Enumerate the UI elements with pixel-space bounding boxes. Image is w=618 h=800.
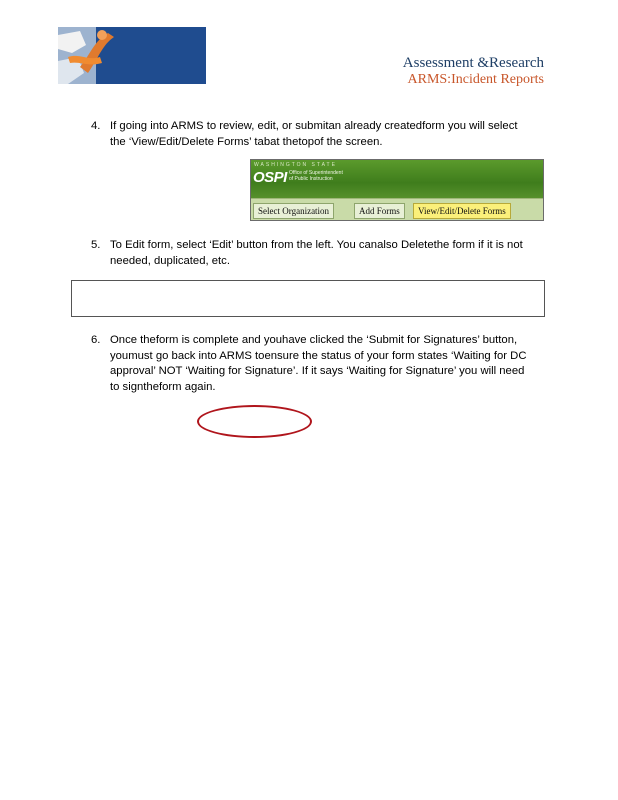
step-number: 4. bbox=[91, 120, 101, 132]
ospi-banner bbox=[251, 160, 543, 198]
step-6 bbox=[91, 333, 531, 395]
header-subtitle: ARMS:Incident Reports bbox=[407, 72, 544, 87]
step-text: Once theform is complete and youhave clicked the ‘Submit for Signatures’ button, youmust go back into ARMS toensure the status of your form states ‘Waiting for DC approval’ NOT ‘Waiting for Signature’. If it says ‘Waiting for Signature’ you will need to signtheform again. bbox=[110, 334, 527, 393]
office-line-2: of Public Instruction bbox=[289, 176, 333, 182]
state-label: WASHINGTON STATE bbox=[254, 162, 337, 168]
step-5 bbox=[91, 238, 531, 269]
office-name bbox=[289, 170, 343, 182]
tab-select-organization[interactable]: Select Organization bbox=[253, 203, 334, 219]
image-placeholder-box bbox=[71, 280, 545, 317]
step-text: To Edit form, select ‘Edit’ button from the left. You canalso Deletethe form if it is not needed, duplicated, etc. bbox=[110, 239, 523, 267]
organization-logo bbox=[58, 27, 206, 84]
office-line-1: Office of Superintendent bbox=[289, 170, 343, 176]
highlight-oval bbox=[197, 405, 312, 438]
step-text: If going into ARMS to review, edit, or submitan already createdform you will select the ‘View/Edit/Delete Forms’ tabat thetopof the screen. bbox=[110, 120, 518, 148]
header-department: Assessment &Research bbox=[402, 55, 544, 71]
step-number: 6. bbox=[91, 334, 101, 346]
step-4 bbox=[91, 119, 531, 150]
ospi-app-screenshot bbox=[250, 159, 544, 221]
step-number: 5. bbox=[91, 239, 101, 251]
ospi-logo: OSPI bbox=[253, 169, 287, 186]
ospi-tab-bar bbox=[251, 198, 543, 221]
tab-view-edit-delete-forms[interactable]: View/Edit/Delete Forms bbox=[413, 203, 511, 219]
tab-add-forms[interactable]: Add Forms bbox=[354, 203, 405, 219]
